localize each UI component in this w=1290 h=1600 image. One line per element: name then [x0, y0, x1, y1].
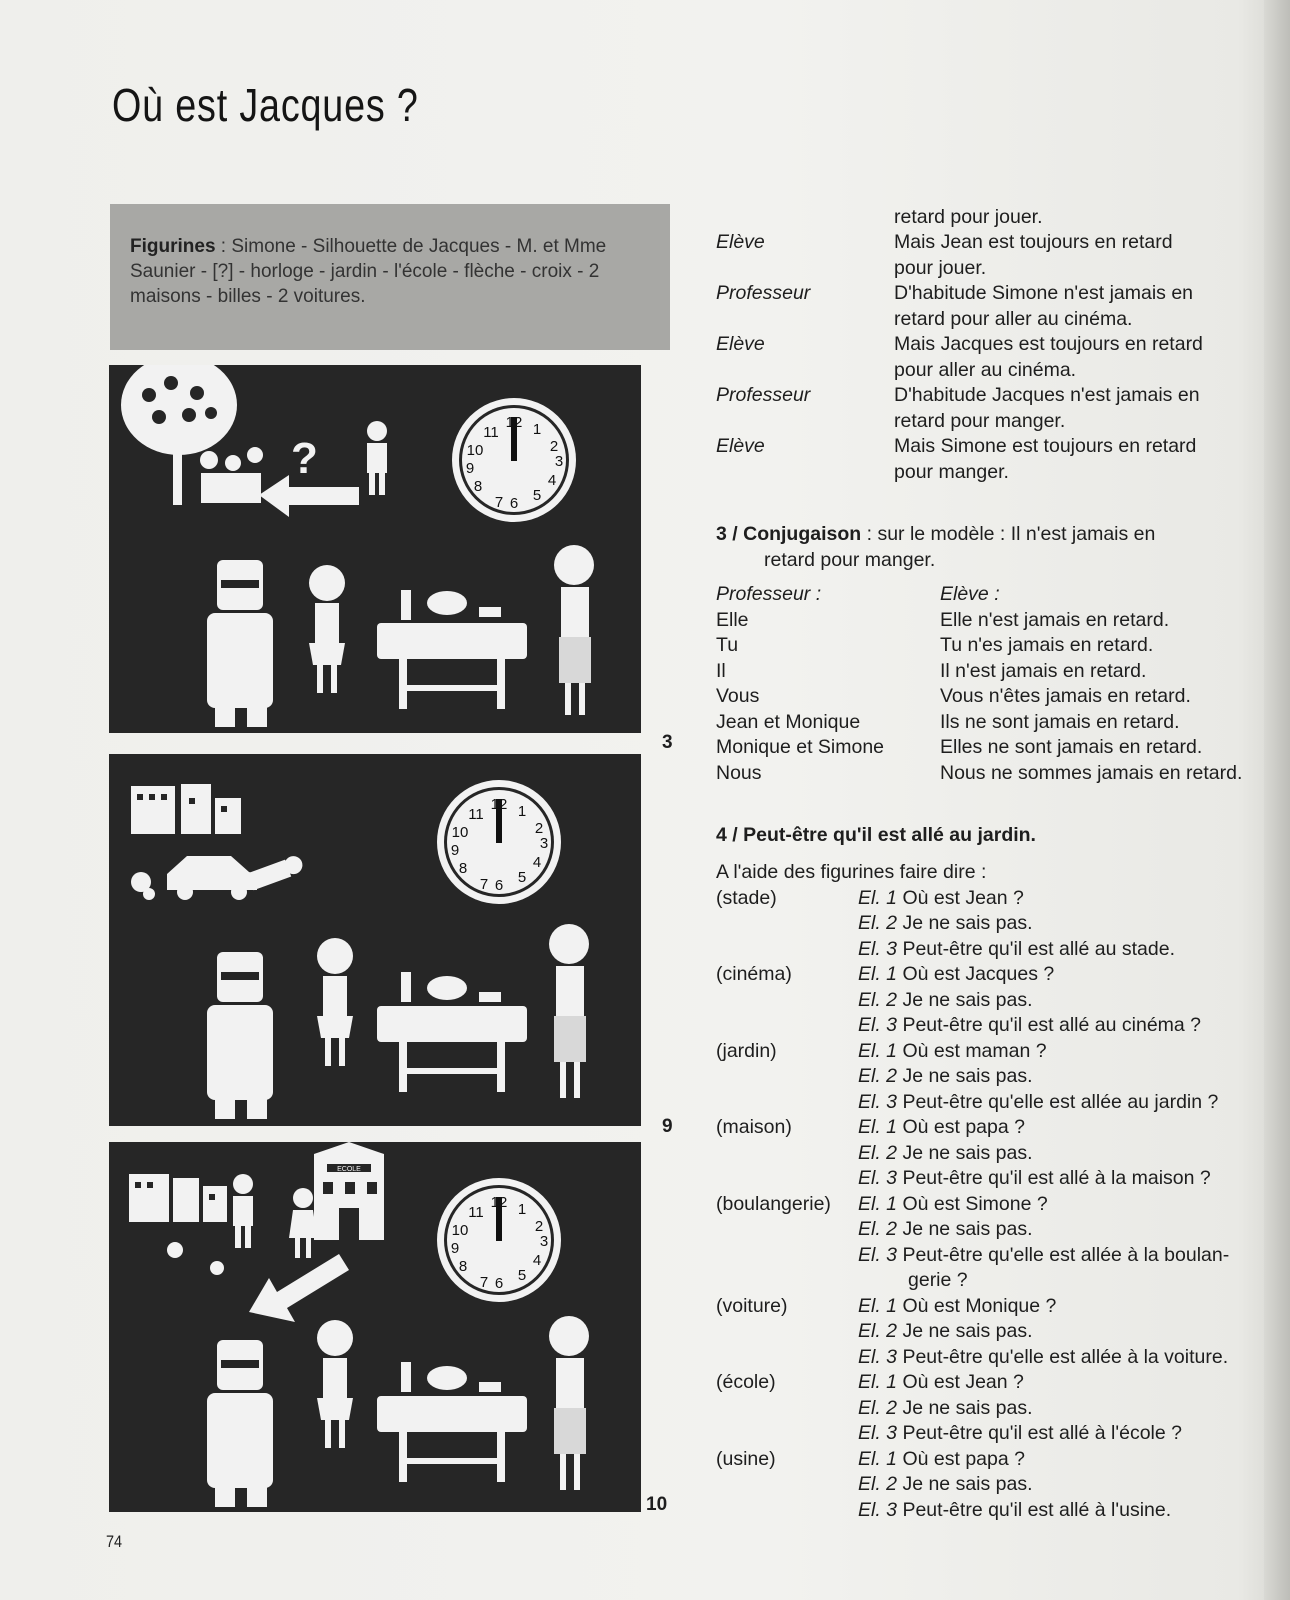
svg-text:9: 9	[450, 842, 460, 859]
svg-text:8: 8	[458, 1258, 468, 1275]
svg-text:11: 11	[468, 1204, 484, 1221]
svg-text:10: 10	[451, 1222, 469, 1239]
houses-icon	[129, 1174, 227, 1222]
exercise-line	[858, 886, 1024, 912]
svg-text:5: 5	[517, 869, 527, 886]
exercise-line	[858, 1013, 1201, 1039]
exercise-place: (voiture)	[716, 1294, 788, 1317]
panel-number-1: 3	[662, 732, 673, 753]
illustration-panel-3	[109, 1142, 641, 1512]
conjugation-answer: Ils ne sont jamais en retard.	[940, 710, 1180, 733]
marbles-icon	[167, 1242, 224, 1275]
exercise-line	[858, 1294, 1056, 1320]
svg-text:5: 5	[532, 487, 542, 504]
student-label: El. 3	[858, 1345, 898, 1368]
svg-text:4: 4	[532, 1252, 542, 1269]
exercise-text: Où est Jean ?	[902, 1371, 1024, 1393]
svg-text:7: 7	[479, 876, 489, 893]
svg-text:5: 5	[517, 1267, 527, 1284]
jacques-silhouette-icon	[367, 421, 387, 495]
dialogue-line: Mais Jacques est toujours en retard	[894, 333, 1203, 355]
student-label: El. 1	[858, 1039, 898, 1062]
father-figure-icon	[207, 1340, 273, 1507]
student-label: El. 1	[858, 1192, 898, 1215]
student-label: El. 3	[858, 1167, 898, 1189]
svg-text:8: 8	[473, 478, 483, 495]
svg-text:12: 12	[490, 1194, 508, 1211]
svg-text:6: 6	[494, 1275, 504, 1292]
marbles-icon	[131, 872, 155, 900]
exercise-line	[858, 1421, 1182, 1447]
mother-figure-icon	[549, 924, 589, 1098]
exercise-text: Je ne sais pas.	[902, 1141, 1033, 1164]
section-3-number: 3 /	[716, 523, 744, 545]
conjugation-answer: Nous ne sommes jamais en retard.	[940, 761, 1243, 784]
school-sign-label: ECOLE	[337, 1166, 361, 1173]
exercise-text: Peut-être qu'elle est allée au jardin ?	[902, 1090, 1219, 1113]
svg-text:1: 1	[517, 1201, 527, 1218]
panel-number-3: 10	[646, 1494, 668, 1515]
figurines-text	[130, 234, 650, 309]
svg-text:7: 7	[479, 1274, 489, 1291]
svg-text:7: 7	[494, 494, 504, 511]
conjugation-subject: Il	[716, 659, 726, 682]
student-label: El. 2	[858, 1141, 898, 1164]
speaker-label: Elève	[716, 333, 765, 355]
exercise-text: Je ne sais pas.	[902, 988, 1033, 1011]
student-label: El. 3	[858, 1014, 898, 1036]
figurines-box	[110, 204, 670, 350]
student-label: El. 2	[858, 1473, 898, 1495]
student-label: El. 2	[858, 1320, 898, 1342]
student-label: El. 3	[858, 1498, 898, 1521]
exercise-text: Je ne sais pas.	[902, 912, 1033, 934]
student-label: El. 1	[858, 886, 898, 909]
father-figure-icon	[207, 952, 273, 1119]
section-3-title: Conjugaison	[743, 523, 862, 545]
svg-text:8: 8	[458, 860, 468, 877]
conjugation-answer: Il n'est jamais en retard.	[940, 659, 1147, 682]
exercise-line	[858, 1115, 1025, 1141]
student-label: El. 3	[858, 1243, 898, 1266]
student-label: El. 1	[858, 1116, 898, 1138]
student-label: El. 2	[858, 1065, 898, 1087]
dialogue-line: retard pour manger.	[894, 409, 1066, 432]
student-label: El. 2	[858, 988, 898, 1011]
exercise-text: Je ne sais pas.	[902, 1065, 1033, 1087]
student-label: El. 1	[858, 1371, 898, 1393]
student-label: El. 1	[858, 963, 898, 985]
question-mark-icon: ?	[291, 434, 318, 483]
clock-icon	[452, 398, 576, 522]
svg-text:3: 3	[539, 835, 549, 852]
simone-figure-icon	[309, 565, 345, 693]
exercise-line	[858, 1396, 1033, 1422]
exercise-text: Peut-être qu'il est allé à l'usine.	[902, 1498, 1172, 1521]
simone-figure-icon	[317, 938, 353, 1066]
exercise-text: Je ne sais pas.	[902, 1320, 1033, 1342]
exercise-text: Peut-être qu'il est allé au stade.	[902, 937, 1176, 960]
speaker-label: Elève	[716, 435, 765, 457]
exercise-line	[858, 1472, 1033, 1498]
exercise-line	[858, 1345, 1228, 1371]
dining-table-icon	[377, 590, 527, 709]
svg-text:10: 10	[466, 442, 484, 459]
exercise-place: (maison)	[716, 1116, 792, 1138]
exercise-line	[858, 1370, 1024, 1396]
jean-figure-icon	[233, 1174, 253, 1248]
dialogue-line: pour manger.	[894, 460, 1009, 483]
dialogue-line: D'habitude Jacques n'est jamais en	[894, 384, 1200, 406]
speaker-label: Elève	[716, 231, 765, 253]
exercise-line	[858, 1243, 1229, 1269]
conjugation-subject: Tu	[716, 634, 739, 656]
student-label: El. 1	[858, 1294, 898, 1317]
exercise-text: Peut-être qu'elle est allée à la boulan-	[902, 1243, 1230, 1266]
exercise-place: (école)	[716, 1371, 776, 1393]
dining-table-icon	[377, 1362, 527, 1482]
svg-text:6: 6	[509, 495, 519, 512]
exercise-text: Peut-être qu'elle est allée à la voiture.	[902, 1345, 1229, 1368]
mother-figure-icon	[549, 1316, 589, 1490]
exercise-text: Où est papa ?	[902, 1447, 1025, 1470]
exercise-line	[858, 1090, 1218, 1116]
exercise-place: (stade)	[716, 886, 777, 909]
exercise-text: Je ne sais pas.	[902, 1473, 1033, 1495]
svg-text:11: 11	[483, 424, 499, 441]
svg-text:1: 1	[517, 803, 527, 820]
conjugation-subject: Monique et Simone	[716, 736, 885, 758]
exercise-place: (boulangerie)	[716, 1192, 831, 1215]
exercise-line	[858, 1039, 1047, 1065]
student-label: El. 2	[858, 1218, 898, 1240]
exercise-line	[858, 1166, 1211, 1192]
dialogue-line: pour aller au cinéma.	[894, 358, 1077, 381]
svg-text:1: 1	[532, 421, 542, 438]
student-label: El. 3	[858, 1090, 898, 1113]
exercise-line	[858, 1447, 1025, 1473]
exercise-line	[858, 1217, 1033, 1243]
svg-text:6: 6	[494, 877, 504, 894]
exercise-line	[858, 1498, 1171, 1524]
clock-icon	[437, 780, 561, 904]
exercise-text: Peut-être qu'il est allé à l'école ?	[902, 1422, 1182, 1444]
conjugation-subject: Nous	[716, 761, 762, 784]
conjugation-subject: Vous	[716, 685, 760, 707]
exercise-text: Où est papa ?	[902, 1116, 1025, 1138]
svg-text:12: 12	[505, 414, 523, 431]
exercise-line	[858, 988, 1033, 1014]
figurines-list: : Simone - Silhouette de Jacques - M. et Mme Saunier - [?] - horloge - jardin - l'école - flèche - croix - 2 maisons - billes - 2 voitures.	[130, 236, 607, 307]
exercise-line	[858, 1192, 1048, 1218]
exercise-text: Où est maman ?	[902, 1039, 1047, 1062]
father-figure-icon	[207, 560, 273, 727]
svg-text:4: 4	[547, 472, 557, 489]
column-head-professeur: Professeur :	[716, 583, 822, 605]
section-3-instruction: : sur le modèle : Il n'est jamais en	[861, 523, 1156, 545]
svg-text:2: 2	[534, 1218, 544, 1235]
svg-text:3: 3	[539, 1233, 549, 1250]
dialogue-line: D'habitude Simone n'est jamais en	[894, 282, 1194, 304]
exercise-place: (jardin)	[716, 1039, 777, 1062]
exercise-text: Je ne sais pas.	[902, 1396, 1033, 1419]
conjugation-subject: Elle	[716, 608, 749, 631]
speaker-label: Professeur	[716, 384, 811, 406]
exercise-line	[858, 937, 1175, 963]
section-3-instruction-cont: retard pour manger.	[764, 548, 936, 571]
figurines-label: Figurines	[130, 236, 216, 257]
svg-text:12: 12	[490, 796, 508, 813]
exercise-line	[858, 1064, 1033, 1090]
student-label: El. 2	[858, 1396, 898, 1419]
clock-icon	[437, 1178, 561, 1302]
student-label: El. 3	[858, 1422, 898, 1444]
page-title: Où est Jacques ?	[112, 79, 419, 131]
conjugation-answer: Tu n'es jamais en retard.	[940, 634, 1154, 656]
dining-table-icon	[377, 972, 527, 1092]
page-number: 74	[106, 1532, 123, 1551]
section-4-intro: A l'aide des figurines faire dire :	[716, 861, 987, 883]
exercise-line-continuation: gerie ?	[908, 1269, 968, 1291]
student-label: El. 2	[858, 912, 898, 934]
illustration-panel-1	[109, 365, 641, 733]
exercise-text: Peut-être qu'il est allé au cinéma ?	[902, 1014, 1202, 1036]
panel-number-2: 9	[662, 1116, 673, 1137]
monique-figure-icon	[289, 1188, 317, 1258]
conjugation-answer: Elle n'est jamais en retard.	[940, 608, 1170, 631]
school-building-icon	[314, 1142, 384, 1240]
dialogue-line: retard pour jouer.	[894, 206, 1043, 228]
conjugation-subject: Jean et Monique	[716, 710, 861, 733]
dialogue-line: retard pour aller au cinéma.	[894, 307, 1133, 330]
exercise-line	[858, 1319, 1033, 1345]
section-4-title: 4 / Peut-être qu'il est allé au jardin.	[716, 824, 1036, 846]
illustration-panel-2	[109, 754, 641, 1126]
svg-text:11: 11	[468, 806, 484, 823]
mother-figure-icon	[554, 545, 594, 715]
speaker-label: Professeur	[716, 282, 811, 304]
conjugation-answer: Vous n'êtes jamais en retard.	[940, 685, 1191, 707]
svg-text:9: 9	[450, 1240, 460, 1257]
exercise-text: Où est Jean ?	[902, 886, 1024, 909]
arrow-diagonal-icon	[249, 1254, 349, 1322]
svg-text:3: 3	[554, 453, 564, 470]
exercise-place: (usine)	[716, 1447, 776, 1470]
houses-icon	[131, 784, 241, 834]
svg-text:2: 2	[549, 438, 559, 455]
conjugation-answer: Elles ne sont jamais en retard.	[940, 736, 1203, 758]
exercise-text: Peut-être qu'il est allé à la maison ?	[902, 1167, 1211, 1189]
section-3-heading	[716, 522, 1155, 548]
dialogue-line: pour jouer.	[894, 256, 987, 279]
column-head-eleve: Elève :	[940, 583, 1000, 605]
svg-text:4: 4	[532, 854, 542, 871]
exercise-text: Je ne sais pas.	[902, 1218, 1033, 1240]
exercise-place: (cinéma)	[716, 963, 792, 985]
exercise-text: Où est Jacques ?	[902, 963, 1055, 985]
exercise-line	[858, 911, 1033, 937]
garden-flowers-icon	[200, 447, 263, 503]
svg-text:9: 9	[465, 460, 475, 477]
svg-text:2: 2	[534, 820, 544, 837]
dialogue-line: Mais Simone est toujours en retard	[894, 435, 1197, 457]
exercise-line	[858, 962, 1054, 988]
student-label: El. 1	[858, 1447, 898, 1470]
exercise-text: Où est Simone ?	[902, 1192, 1048, 1215]
exercise-text: Où est Monique ?	[902, 1294, 1057, 1317]
dialogue-line: Mais Jean est toujours en retard	[894, 231, 1173, 253]
exercise-line	[858, 1141, 1033, 1167]
simone-figure-icon	[317, 1320, 353, 1448]
student-label: El. 3	[858, 937, 898, 960]
svg-text:10: 10	[451, 824, 469, 841]
